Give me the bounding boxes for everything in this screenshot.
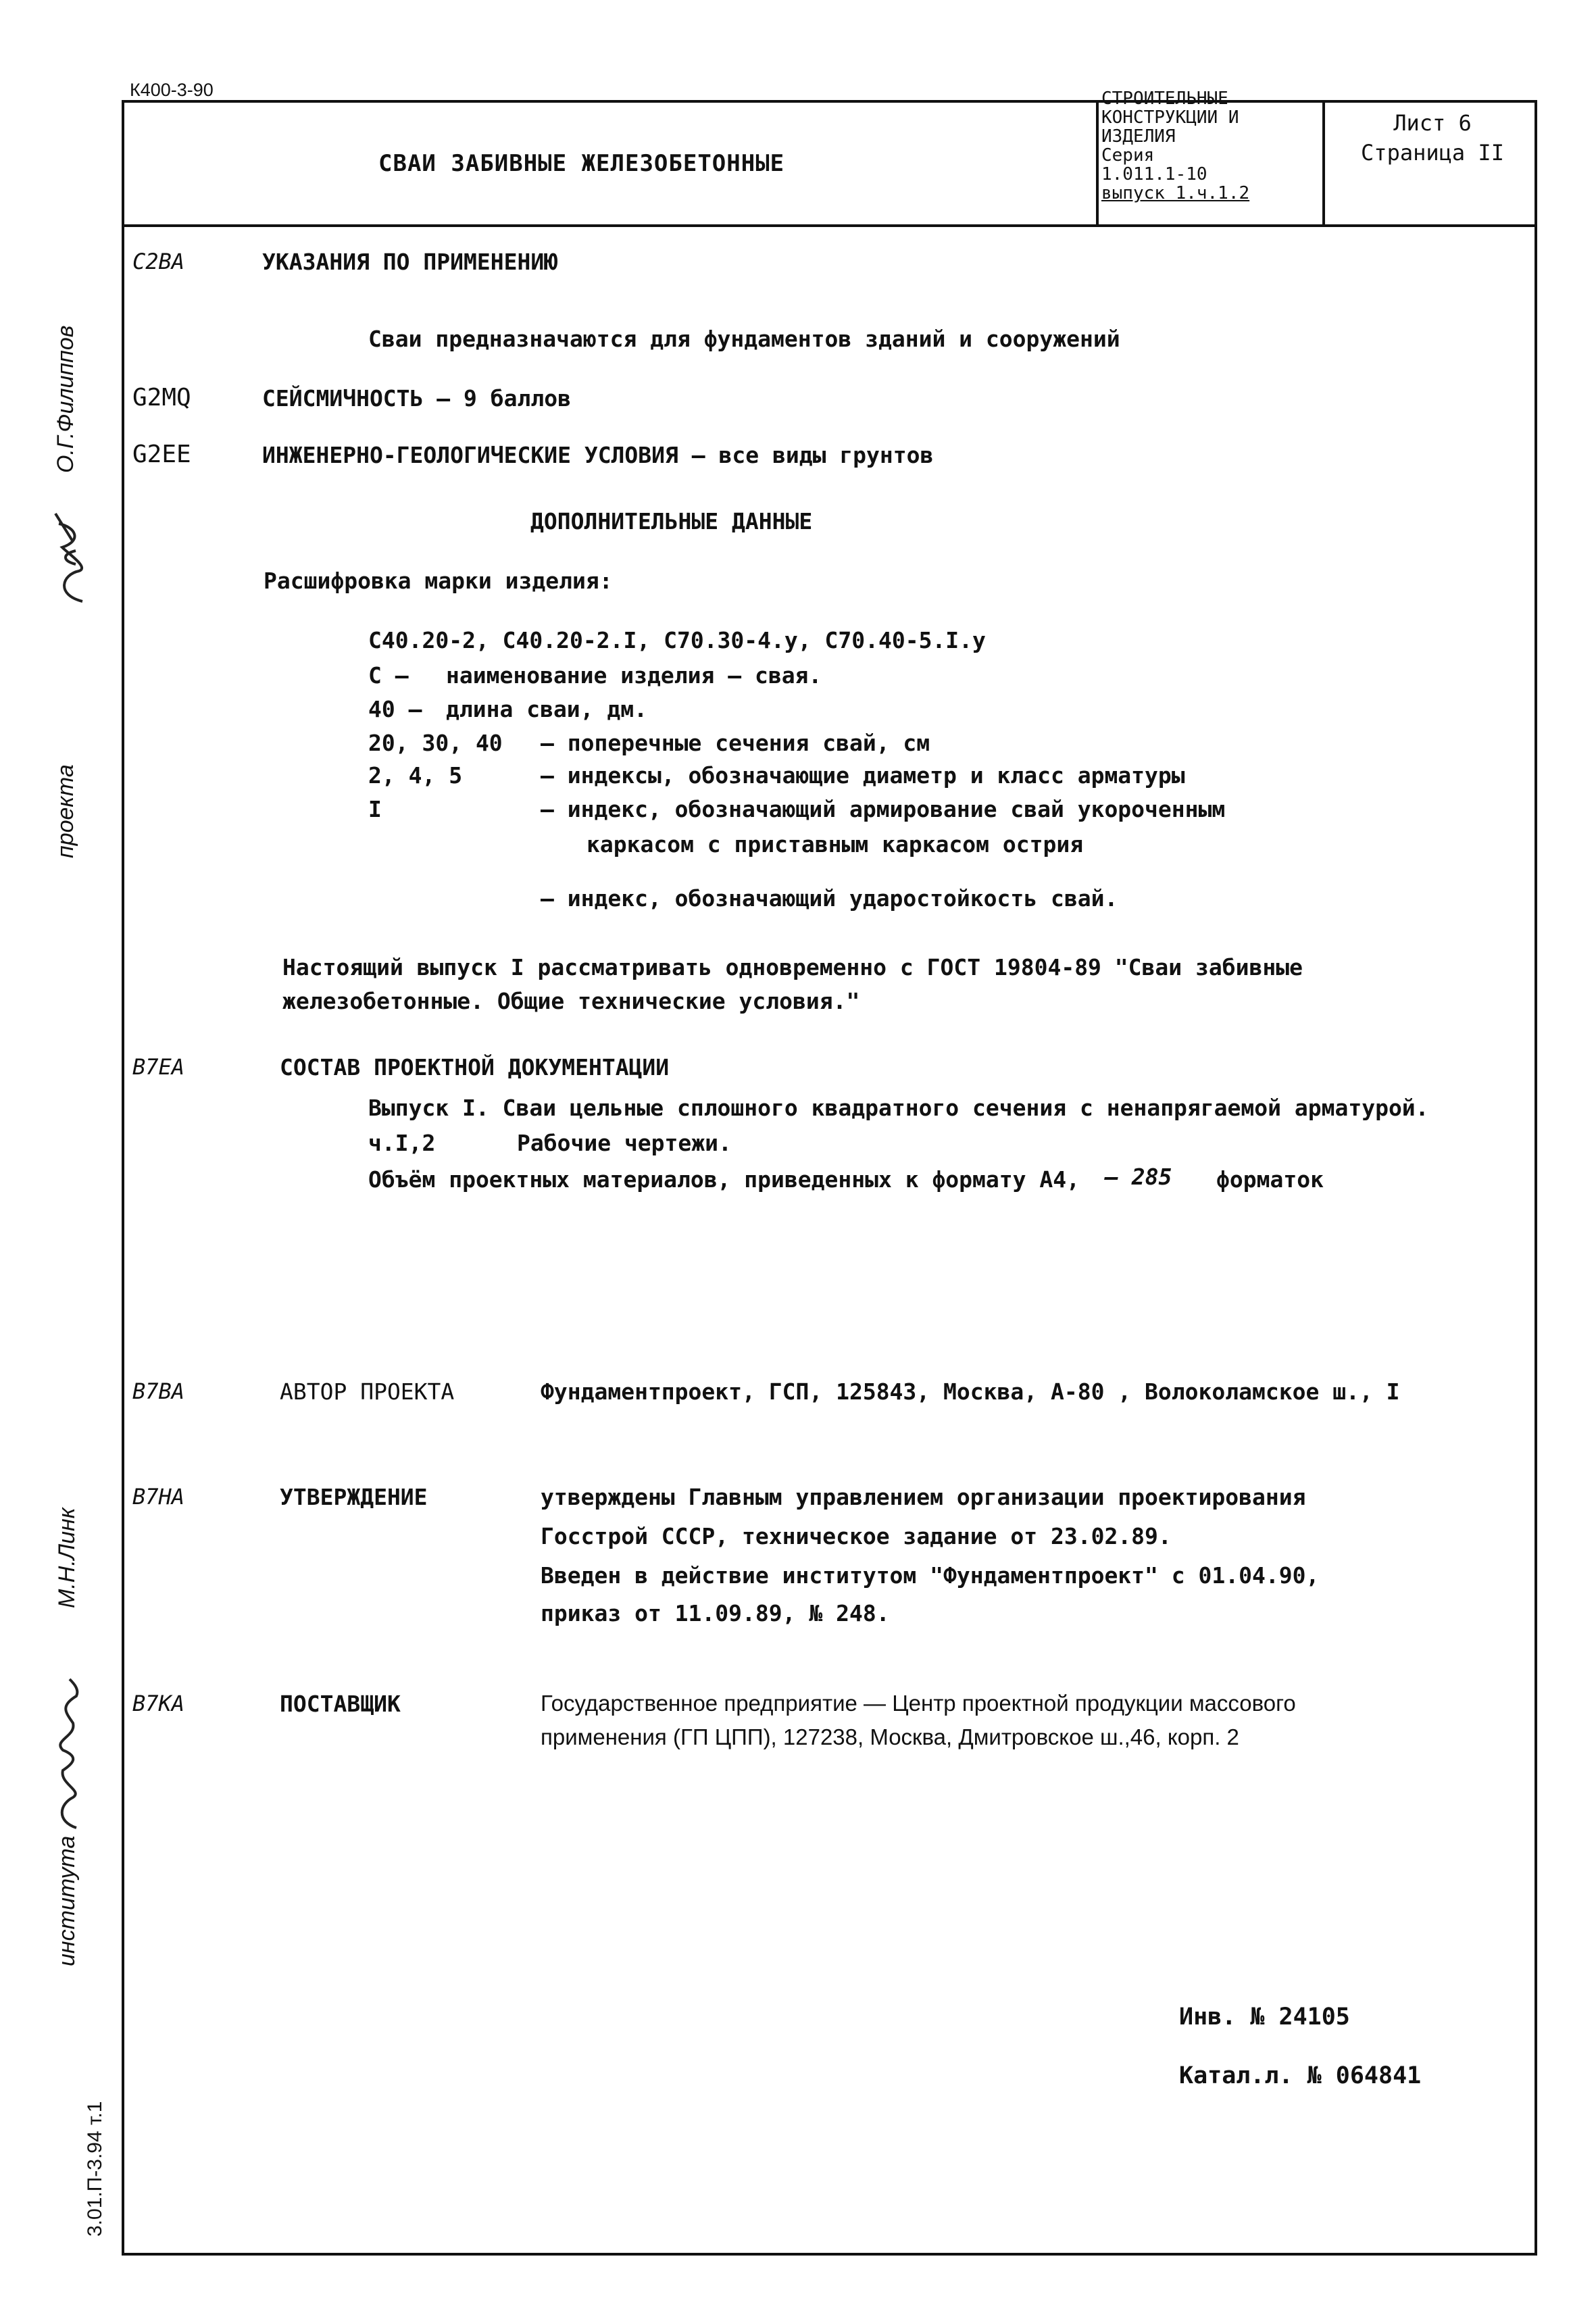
section-label: ПОСТАВЩИК [280,1691,401,1717]
section-text: ИНЖЕНЕРНО-ГЕОЛОГИЧЕСКИЕ УСЛОВИЯ – все виды грунтов [262,442,934,468]
section-text: Введен в действие институтом "Фундаментпроект" с 01.04.90, [541,1562,1320,1589]
archive-stamp: 3.01.П-3.94 т.1 [84,2101,106,2237]
section-text: Выпуск I. Сваи цельные сплошного квадратного сечения с ненапрягаемой арматурой. [368,1095,1429,1121]
section-heading: СОСТАВ ПРОЕКТНОЙ ДОКУМЕНТАЦИИ [280,1054,670,1080]
decode-value: наименование изделия – свая. [446,662,822,689]
section-text: ч.I,2 [368,1130,436,1156]
section-text: СЕЙСМИЧНОСТЬ – 9 баллов [262,385,571,412]
section-code: В7НА [132,1484,185,1510]
mark-examples: С40.20-2, С40.20-2.I, С70.30-4.у, С70.40-5.I.у [368,627,986,653]
section-text: утверждены Главным управлением организации проектирования [541,1484,1306,1510]
section-text: применения (ГП ЦПП), 127238, Москва, Дмитровское ш.,46, корп. 2 [541,1724,1239,1749]
format-count: – 285 [1105,1164,1172,1190]
series-line: СТРОИТЕЛЬНЫЕ [1101,89,1228,109]
document-code: К400-3-90 [130,80,214,100]
series-line: Серия [1101,145,1155,166]
section-text: форматок [1216,1166,1324,1193]
decode-value: – индексы, обозначающие диаметр и класс арматуры [541,762,1185,789]
project-signature [42,500,96,608]
section-label: АВТОР ПРОЕКТА [280,1378,455,1405]
decode-key: I [368,796,382,822]
document-title: СВАИ ЗАБИВНЫЕ ЖЕЛЕЗОБЕТОННЫЕ [378,150,785,177]
series-line: ИЗДЕЛИЯ [1101,126,1176,147]
sheet-number: Лист 6 [1393,110,1472,136]
decode-key: 2, 4, 5 [368,762,463,789]
series-line: КОНСТРУКЦИИ И [1101,107,1239,128]
header-divider-vertical [1096,100,1099,226]
decode-value: – индекс, обозначающий армирование свай укороченным [541,796,1226,822]
decode-key: С – [368,662,409,689]
series-line: выпуск 1.ч.1.2 [1101,183,1250,203]
decode-value: – поперечные сечения свай, см [541,730,930,756]
section-heading: УКАЗАНИЯ ПО ПРИМЕНЕНИЮ [262,249,558,275]
institute-signature [39,1676,93,1831]
series-line: 1.011.1-10 [1101,164,1207,184]
section-code: G2МQ [132,384,191,412]
section-text: Рабочие чертежи. [517,1130,732,1156]
decode-label: Расшифровка марки изделия: [264,568,613,594]
section-code: В7КА [132,1691,185,1716]
section-text: Госстрой СССР, техническое задание от 23.02.89. [541,1523,1172,1549]
decode-value-continued: каркасом с приставным каркасом острия [587,831,1084,857]
section-code: G2ЕЕ [132,441,191,468]
standard-note: железобетонные. Общие технические условия." [282,988,860,1014]
section-code: В7ЕА [132,1054,185,1080]
section-text: Государственное предприятие — Центр проектной продукции массового [541,1691,1296,1716]
catalog-sheet-number: Катал.л. № 064841 [1179,2062,1422,2089]
institute-label: института [54,1835,80,1966]
decode-value: – индекс, обозначающий ударостойкость свай. [541,885,1118,912]
decode-key: 40 – [368,696,422,722]
section-text: Объём проектных материалов, приведенных к формату А4, [368,1166,1080,1193]
project-author-name: О.Г.Филиппов [53,325,78,473]
project-label: проекта [53,764,78,858]
series-block [1101,89,1318,203]
decode-value: длина сваи, дм. [446,696,648,722]
section-code: В7ВА [132,1378,185,1404]
section-label: УТВЕРЖДЕНИЕ [280,1484,428,1510]
page-number: Страница II [1361,140,1504,166]
decode-key: 20, 30, 40 [368,730,503,756]
inventory-number: Инв. № 24105 [1179,2003,1350,2031]
additional-heading: ДОПОЛНИТЕЛЬНЫЕ ДАННЫЕ [530,508,813,534]
standard-note: Настоящий выпуск I рассматривать одновременно с ГОСТ 19804-89 "Сваи забивные [282,954,1303,980]
section-text: Сваи предназначаются для фундаментов зданий и сооружений [368,326,1120,352]
section-text: Фундаментпроект, ГСП, 125843, Москва, А-80 , Волоколамское ш., I [541,1378,1400,1405]
institute-author-name: М.Н.Линк [54,1508,80,1608]
section-text: приказ от 11.09.89, № 248. [541,1600,890,1626]
sheet-block [1331,108,1534,168]
header-divider-vertical [1322,100,1325,226]
section-code: С2ВА [132,249,185,274]
